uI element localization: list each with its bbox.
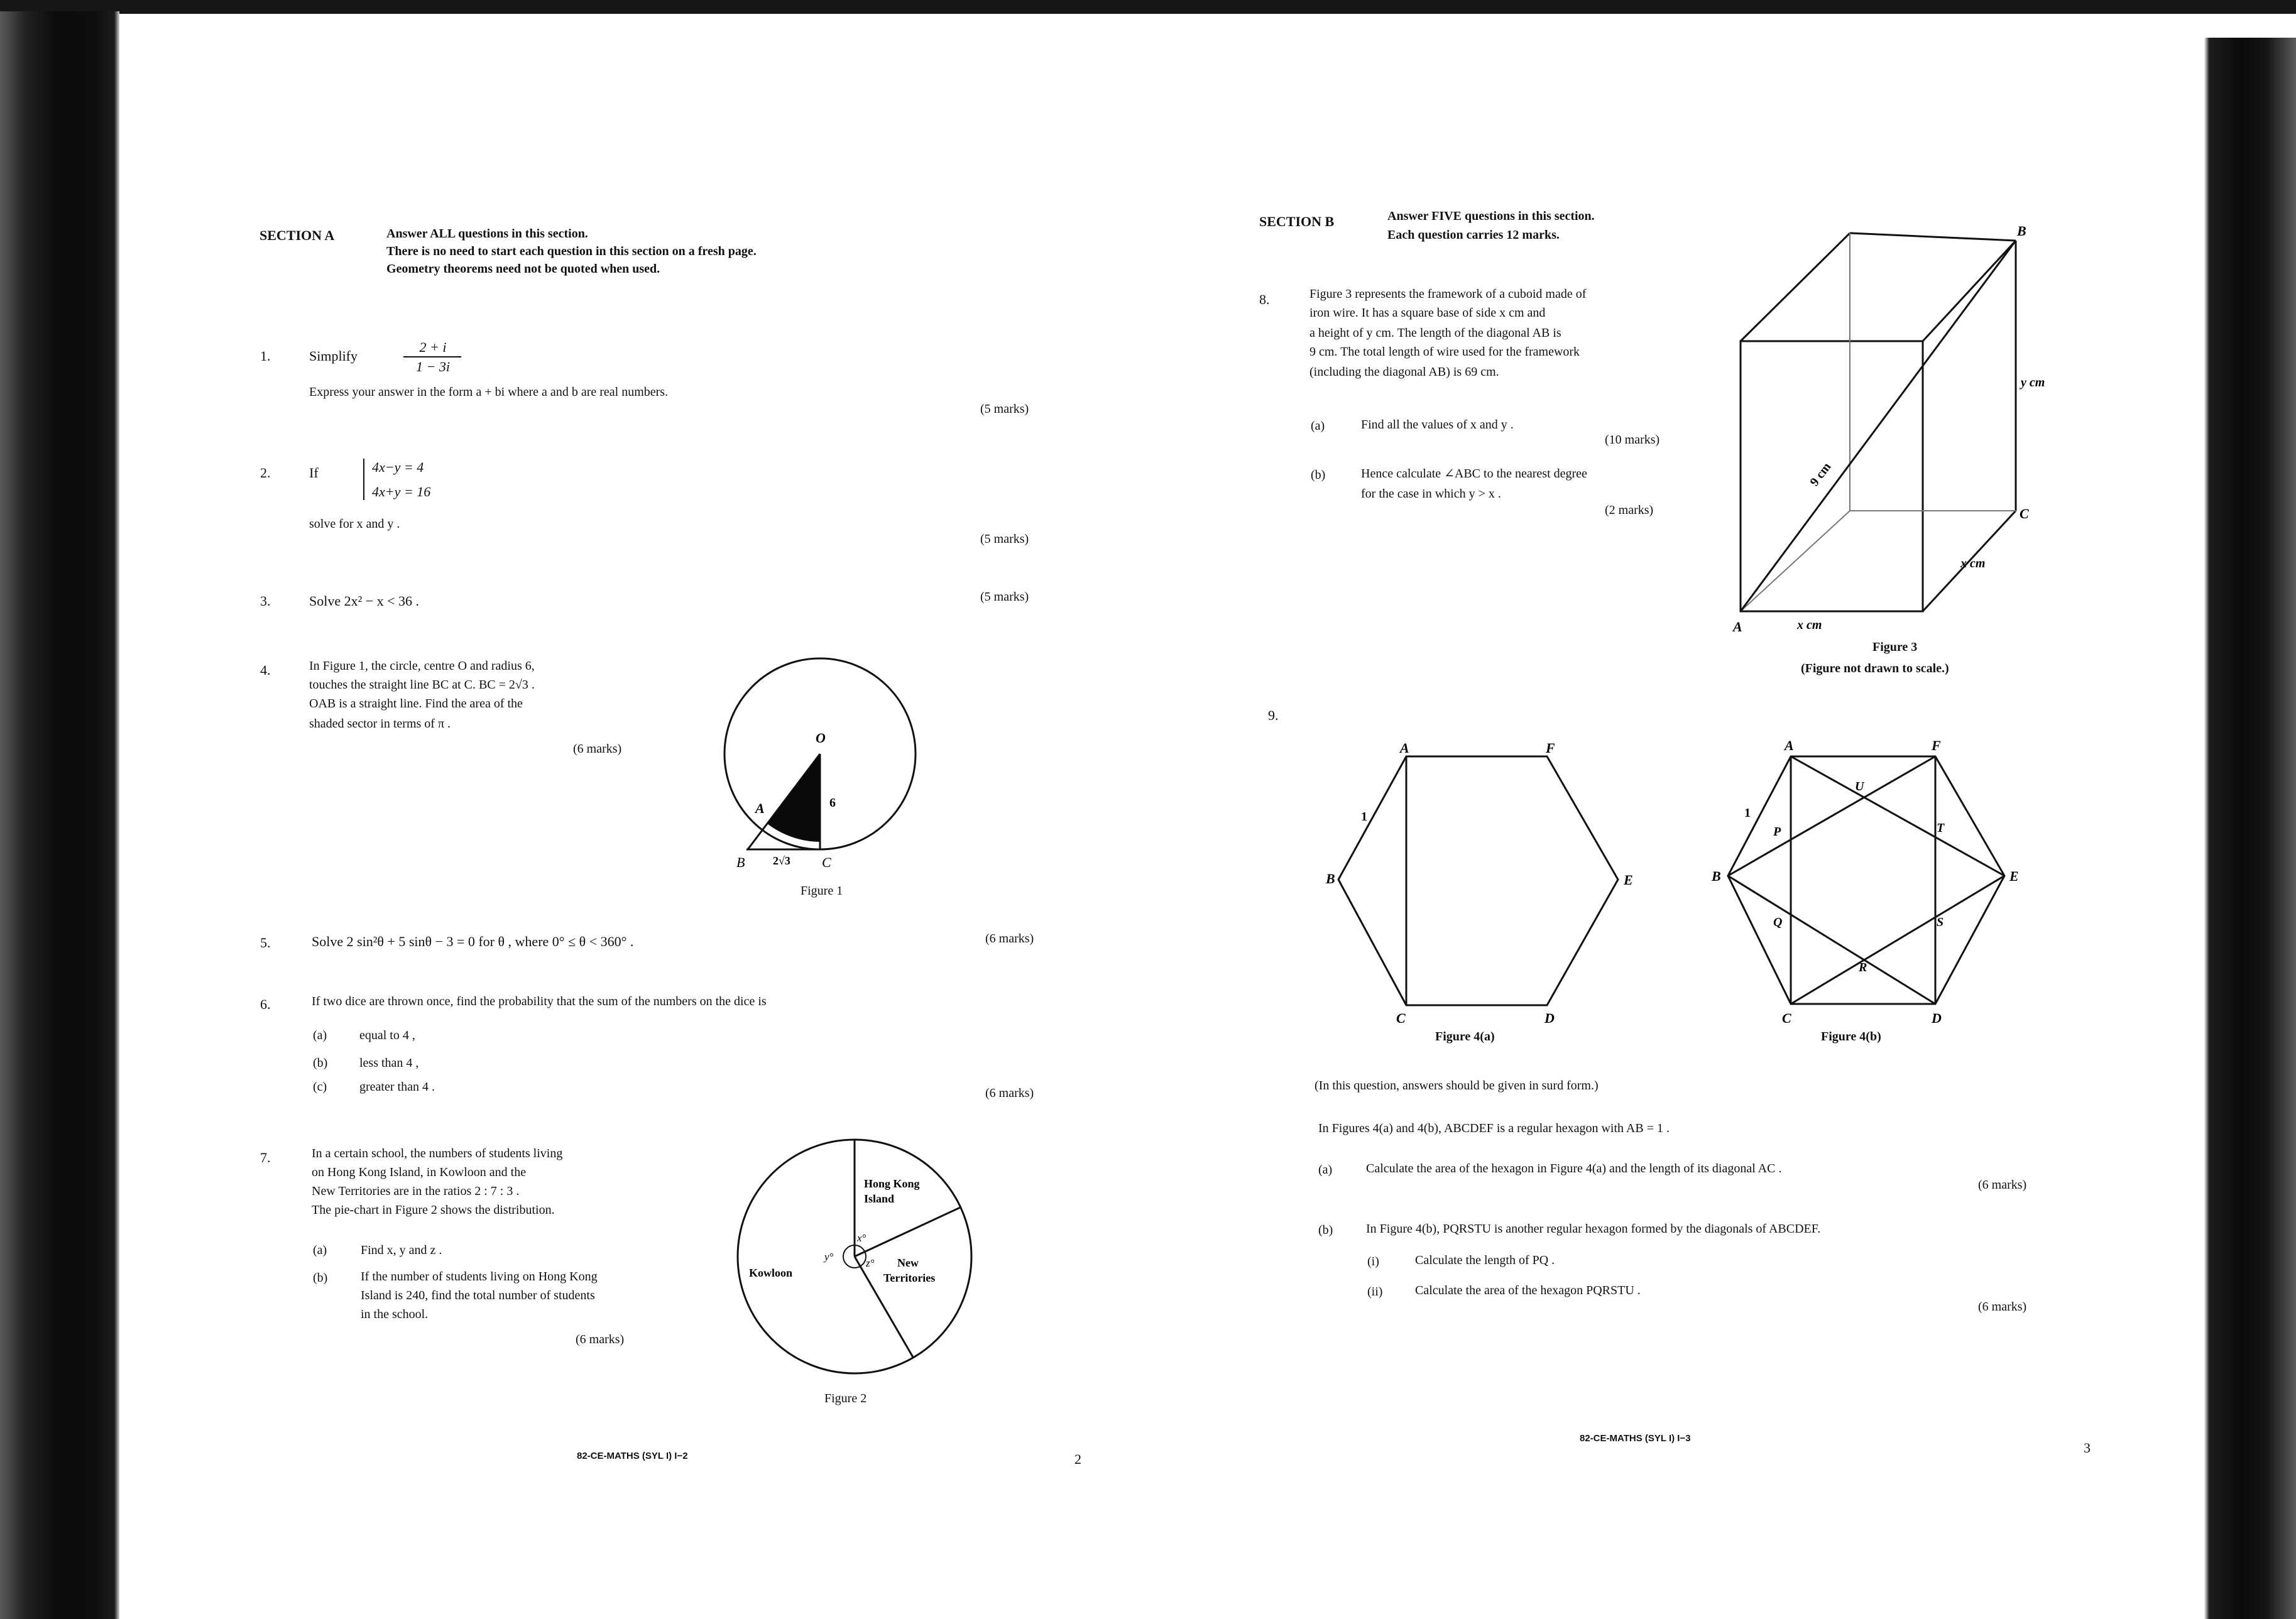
label-hong-kong: Hong Kong xyxy=(864,1177,920,1190)
q8-part-a-text: Find all the values of x and y . xyxy=(1361,418,1514,432)
label-a: A xyxy=(1733,619,1742,635)
figure-2-pie-chart xyxy=(735,1137,974,1388)
section-a-instruction-2: There is no need to start each question in this section on a fresh page. xyxy=(386,244,757,258)
q1-numerator: 2 + i xyxy=(419,339,447,355)
q2-instruction: solve for x and y . xyxy=(309,517,400,531)
section-a-instruction-3: Geometry theorems need not be quoted when used. xyxy=(386,262,660,276)
label-a: A xyxy=(755,800,765,816)
q7-line-1: In a certain school, the numbers of students living xyxy=(312,1147,563,1160)
q8-line-2: iron wire. It has a square base of side x cm and xyxy=(1309,306,1546,320)
q4-line-1: In Figure 1, the circle, centre O and radius 6, xyxy=(309,659,535,673)
figure-4b-hexagon xyxy=(1697,722,2036,1030)
label-d: D xyxy=(1544,1010,1555,1026)
q1-denominator: 1 − 3i xyxy=(416,359,450,374)
q7-line-3: New Territories are in the ratios 2 : 7 : 3 . xyxy=(312,1184,520,1198)
section-b-instruction-2: Each question carries 12 marks. xyxy=(1387,228,1560,242)
q1-marks: (5 marks) xyxy=(980,402,1029,416)
q7-part-b-line-3: in the school. xyxy=(361,1307,429,1321)
diagonal-ec xyxy=(1791,876,2004,1004)
cuboid-front-face xyxy=(1741,341,1923,611)
q9-part-b-i-label: (i) xyxy=(1367,1255,1379,1268)
q3-marks: (5 marks) xyxy=(980,590,1029,604)
q7-part-a-text: Find x, y and z . xyxy=(361,1243,442,1257)
q2-brace xyxy=(363,459,364,500)
label-e: E xyxy=(1624,872,1633,888)
q5-text: Solve 2 sin²θ + 5 sinθ − 3 = 0 for θ , where 0° ≤ θ < 360° . xyxy=(312,934,634,949)
label-r: R xyxy=(1859,961,1867,974)
figure-1-caption: Figure 1 xyxy=(801,884,843,898)
figure-3-note: (Figure not drawn to scale.) xyxy=(1801,662,1949,675)
cuboid-top-back-edge xyxy=(1850,233,2016,241)
q2-number: 2. xyxy=(260,465,271,481)
label-a: A xyxy=(1785,738,1794,753)
q9-part-b-text: In Figure 4(b), PQRSTU is another regular hexagon formed by the diagonals of ABCDEF. xyxy=(1366,1222,1821,1236)
q2-equation-1: 4x−y = 4 xyxy=(372,459,424,475)
shaded-sector xyxy=(767,754,820,842)
label-f: F xyxy=(1932,738,1941,753)
q4-number: 4. xyxy=(260,662,271,678)
label-new: New xyxy=(897,1256,919,1269)
q6-part-b-label: (b) xyxy=(313,1056,328,1070)
label-x-cm-side: x cm xyxy=(1960,557,1986,570)
hexagon-abcdef xyxy=(1338,756,1618,1005)
cuboid-hidden-edge-diagonal xyxy=(1741,511,1850,611)
label-e: E xyxy=(2009,868,2019,884)
q6-part-c-text: greater than 4 . xyxy=(359,1080,435,1094)
q8-line-4: 9 cm. The total length of wire used for the framework xyxy=(1309,345,1580,359)
label-y-cm: y cm xyxy=(2021,376,2045,390)
q8-part-b-marks: (2 marks) xyxy=(1605,503,1654,517)
label-c: C xyxy=(1782,1010,1791,1026)
q1-instruction: Express your answer in the form a + bi where a and b are real numbers. xyxy=(309,385,669,399)
q8-part-a-label: (a) xyxy=(1311,419,1325,433)
q1-fraction-bar xyxy=(403,356,461,357)
scan-left-shadow xyxy=(0,11,119,1619)
q9-number: 9. xyxy=(1268,707,1279,723)
label-c: C xyxy=(1396,1010,1406,1026)
q9-part-a-label: (a) xyxy=(1318,1163,1333,1177)
label-side-1: 1 xyxy=(1361,810,1367,824)
label-c: C xyxy=(2020,506,2029,521)
cuboid-top-right-edge xyxy=(1923,241,2016,341)
q6-marks: (6 marks) xyxy=(985,1086,1034,1100)
q9-intro: In Figures 4(a) and 4(b), ABCDEF is a regular hexagon with AB = 1 . xyxy=(1318,1121,1670,1135)
diagonal-ae xyxy=(1791,756,2004,876)
q2-equation-2: 4x+y = 16 xyxy=(372,484,431,499)
q7-part-b-line-2: Island is 240, find the total number of students xyxy=(361,1289,595,1302)
figure-4b-caption: Figure 4(b) xyxy=(1821,1030,1881,1044)
label-u: U xyxy=(1855,780,1864,793)
label-angle-x: x° xyxy=(857,1232,866,1244)
left-footer-code: 82-CE-MATHS (SYL I) I−2 xyxy=(577,1451,688,1461)
figure-3-cuboid xyxy=(1722,223,2074,638)
figure-1-diagram xyxy=(723,653,924,905)
label-b: B xyxy=(1712,868,1721,884)
label-bc-length: 2√3 xyxy=(773,854,790,867)
q2-marks: (5 marks) xyxy=(980,532,1029,546)
q6-part-a-label: (a) xyxy=(313,1028,327,1042)
cuboid-top-left-edge xyxy=(1741,233,1850,341)
section-a-instruction-1: Answer ALL questions in this section. xyxy=(386,227,588,241)
q1-number: 1. xyxy=(260,348,271,364)
q7-part-b-line-1: If the number of students living on Hong Kong xyxy=(361,1270,598,1284)
right-footer-code: 82-CE-MATHS (SYL I) I−3 xyxy=(1580,1433,1691,1444)
q9-part-b-ii-label: (ii) xyxy=(1367,1285,1383,1299)
label-9-cm: 9 cm xyxy=(1807,460,1834,489)
section-b-label: SECTION B xyxy=(1259,214,1335,229)
q4-line-4: shaded sector in terms of π . xyxy=(309,717,451,731)
q5-marks: (6 marks) xyxy=(985,932,1034,946)
q6-number: 6. xyxy=(260,996,271,1012)
label-f: F xyxy=(1546,740,1555,756)
q7-number: 7. xyxy=(260,1150,271,1165)
label-angle-z: z° xyxy=(866,1257,875,1269)
label-radius-6: 6 xyxy=(829,796,836,810)
left-page-number: 2 xyxy=(1074,1451,1081,1467)
label-b: B xyxy=(2017,223,2026,239)
section-a-label: SECTION A xyxy=(260,227,335,243)
q6-lead: If two dice are thrown once, find the probability that the sum of the numbers on the dice is xyxy=(312,995,767,1008)
q7-part-b-label: (b) xyxy=(313,1271,328,1285)
q9-part-b-marks: (6 marks) xyxy=(1978,1300,2027,1314)
q8-part-b-label: (b) xyxy=(1311,468,1326,482)
q6-part-a-text: equal to 4 , xyxy=(359,1028,415,1042)
label-territories: Territories xyxy=(883,1272,936,1284)
q6-part-c-label: (c) xyxy=(313,1080,327,1094)
q5-number: 5. xyxy=(260,935,271,951)
q9-part-b-ii-text: Calculate the area of the hexagon PQRSTU . xyxy=(1415,1284,1641,1297)
label-angle-y: y° xyxy=(824,1251,834,1263)
label-q: Q xyxy=(1773,915,1783,929)
label-a: A xyxy=(1400,740,1409,756)
label-b: B xyxy=(736,854,745,870)
q8-part-b-line-1: Hence calculate ∠ABC to the nearest degree xyxy=(1361,467,1587,481)
q4-line-3: OAB is a straight line. Find the area of the xyxy=(309,697,523,711)
label-kowloon: Kowloon xyxy=(749,1267,793,1279)
q7-line-4: The pie-chart in Figure 2 shows the distribution. xyxy=(312,1203,555,1217)
right-page-number: 3 xyxy=(2084,1440,2091,1456)
figure-2-caption: Figure 2 xyxy=(824,1392,867,1405)
q1-lead: Simplify xyxy=(309,348,358,364)
pie-divider-right xyxy=(855,1207,960,1256)
q8-line-3: a height of y cm. The length of the diagonal AB is xyxy=(1309,326,1561,340)
label-p: P xyxy=(1773,825,1781,839)
q3-number: 3. xyxy=(260,593,271,609)
section-b-instruction-1: Answer FIVE questions in this section. xyxy=(1387,209,1595,223)
q8-part-b-line-2: for the case in which y > x . xyxy=(1361,487,1501,501)
q2-lead: If xyxy=(309,465,319,481)
label-t: T xyxy=(1937,821,1945,835)
q4-line-2: touches the straight line BC at C. BC = 2√3 . xyxy=(309,678,535,692)
label-d: D xyxy=(1932,1010,1942,1026)
q9-note: (In this question, answers should be given in surd form.) xyxy=(1315,1079,1599,1093)
q9-part-b-i-text: Calculate the length of PQ . xyxy=(1415,1253,1555,1267)
scan-right-shadow xyxy=(2204,38,2296,1619)
q3-text: Solve 2x² − x < 36 . xyxy=(309,593,420,609)
label-o: O xyxy=(816,730,826,746)
q4-marks: (6 marks) xyxy=(573,742,622,756)
figure-4a-caption: Figure 4(a) xyxy=(1435,1030,1495,1044)
q9-part-b-label: (b) xyxy=(1318,1223,1333,1237)
label-b: B xyxy=(1326,871,1335,886)
q8-number: 8. xyxy=(1259,292,1270,307)
q9-part-a-marks: (6 marks) xyxy=(1978,1178,2027,1192)
label-island: Island xyxy=(864,1192,895,1205)
label-c: C xyxy=(822,854,831,870)
q8-part-a-marks: (10 marks) xyxy=(1605,433,1660,447)
q6-part-b-text: less than 4 , xyxy=(359,1056,419,1070)
label-side-1: 1 xyxy=(1744,806,1751,820)
scan-top-border xyxy=(0,0,2296,14)
q7-line-2: on Hong Kong Island, in Kowloon and the xyxy=(312,1165,527,1179)
q7-marks: (6 marks) xyxy=(576,1333,625,1346)
q9-part-a-text: Calculate the area of the hexagon in Figure 4(a) and the length of its diagonal AC . xyxy=(1366,1162,1782,1175)
figure-3-caption: Figure 3 xyxy=(1872,640,1918,654)
q8-line-1: Figure 3 represents the framework of a cuboid made of xyxy=(1309,287,1587,301)
figure-4a-hexagon xyxy=(1320,735,1646,1030)
label-x-cm-front: x cm xyxy=(1797,618,1822,632)
q8-line-5: (including the diagonal AB) is 69 cm. xyxy=(1309,365,1499,379)
q7-part-a-label: (a) xyxy=(313,1243,327,1257)
label-s: S xyxy=(1937,915,1944,929)
